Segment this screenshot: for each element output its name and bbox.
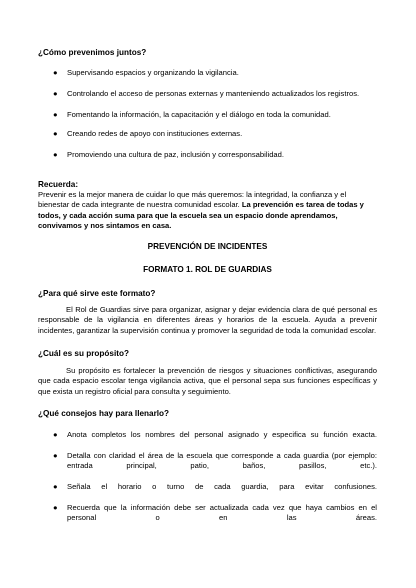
list-item-text: Anota completos los nombres del personal asignado y especifica su función exacta. xyxy=(67,430,377,439)
section-heading: ¿Qué consejos hay para llenarlo? xyxy=(38,409,170,418)
recuerda-emphasis: La prevención es tarea de todas y todos, y cada acción suma para que la escuela sea un espacio donde aprendamos, convivamos y nos sintamos en casa. xyxy=(38,200,364,230)
list-item-text: Recuerda que la información debe ser actualizada cada vez que haya cambios en el personal o en las áreas. xyxy=(67,503,377,523)
bullet-icon: ● xyxy=(53,110,58,119)
bullet-icon: ● xyxy=(53,451,58,460)
list-item xyxy=(53,150,377,160)
document-title: PREVENCIÓN DE INCIDENTES xyxy=(147,242,268,251)
bullet-icon: ● xyxy=(53,150,58,159)
bullet-icon: ● xyxy=(53,430,58,439)
bullet-icon: ● xyxy=(53,68,58,77)
paragraph: Su propósito es fortalecer la prevención de riesgos y situaciones conflictivas, asegurando que cada espacio escolar tenga vigilancia activa, que el personal sepa sus funciones específicas y que exista un registro oficial para consulta y seguimiento. xyxy=(38,366,377,396)
bullet-icon: ● xyxy=(53,482,58,491)
recuerda-heading: Recuerda: xyxy=(38,180,79,189)
list-item-text: Detalla con claridad el área de la escuela que corresponde a cada guardia (por ejemplo: entrada principal, patio, baños, pasillos, etc.). xyxy=(67,451,377,471)
paragraph: El Rol de Guardias sirve para organizar, asignar y dejar evidencia clara de qué personal es responsable de la vigilancia en diferentes áreas y horarios de la escuela. Ayuda a prevenir incidentes, garantizar la supervisión continua y promover la seguridad de toda la comunidad escolar. xyxy=(38,305,377,335)
section-heading: ¿Cuál es su propósito? xyxy=(38,349,129,358)
list-item xyxy=(53,451,377,472)
section-heading: ¿Cómo prevenimos juntos? xyxy=(38,48,147,57)
list-item-text: Promoviendo una cultura de paz, inclusión y corresponsabilidad. xyxy=(67,150,284,159)
recuerda-paragraph xyxy=(38,190,377,231)
section-heading: ¿Para qué sirve este formato? xyxy=(38,289,156,298)
list-item xyxy=(53,430,377,440)
list-item xyxy=(53,68,377,78)
list-item xyxy=(53,89,377,99)
list-item-text: Controlando el acceso de personas externas y manteniendo actualizados los registros. xyxy=(67,89,360,98)
list-item xyxy=(53,482,377,492)
bullet-icon: ● xyxy=(53,503,58,512)
list-item xyxy=(53,503,377,524)
list-item xyxy=(53,110,377,120)
list-item-text: Creando redes de apoyo con instituciones externas. xyxy=(67,129,243,138)
bullet-icon: ● xyxy=(53,89,58,98)
list-item xyxy=(53,129,377,139)
list-item-text: Supervisando espacios y organizando la vigilancia. xyxy=(67,68,239,77)
list-item-text: Fomentando la información, la capacitación y el diálogo en toda la comunidad. xyxy=(67,110,331,119)
bullet-icon: ● xyxy=(53,129,58,138)
list-item-text: Señala el horario o turno de cada guardia, para evitar confusiones. xyxy=(67,482,377,491)
document-subtitle: FORMATO 1. ROL DE GUARDIAS xyxy=(143,265,272,274)
recuerda-text: Prevenir es la mejor manera de cuidar lo que más queremos: la integridad, la confianza y el bienestar de cada integrante de nuestra comunidad escolar. xyxy=(38,190,347,210)
